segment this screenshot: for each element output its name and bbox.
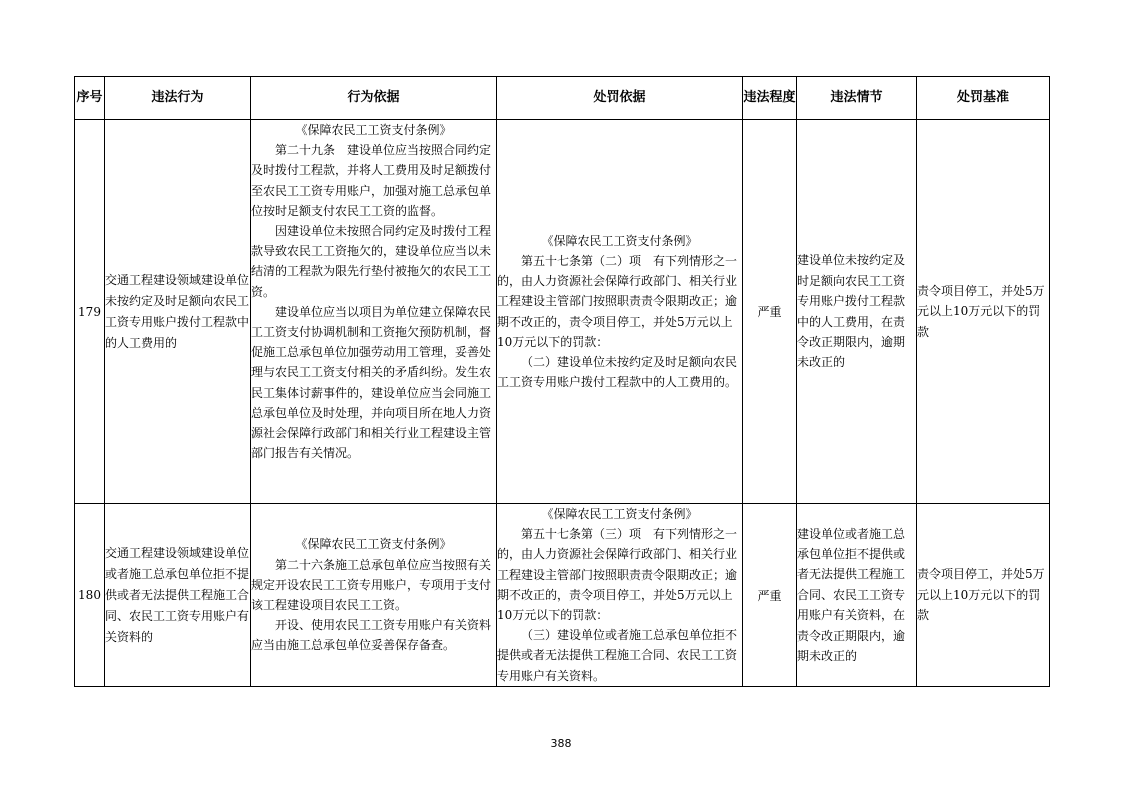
behavior-basis-paragraph: 第二十六条施工总承包单位应当按照有关规定开设农民工工资专用账户，专项用于支付该工程建设项目农民工工资。 — [251, 557, 492, 612]
penalty-basis-paragraph: （三）建设单位或者施工总承包单位拒不提供或者无法提供工程施工合同、农民工工资专用账户有关资料。 — [497, 628, 738, 683]
behavior-basis-paragraph: 开设、使用农民工工资专用账户有关资料应当由施工总承包单位妥善保存备查。 — [251, 618, 492, 653]
row-seq: 179 — [75, 120, 105, 504]
penalty-basis-paragraph: 第五十七条第（三）项 有下列情形之一的，由人力资源社会保障行政部门、相关行业工程建设主管部门按照职责责令限期改正；逾期不改正的，责令项目停工，并处5万元以上10万元以下的罚款： — [497, 527, 738, 623]
row-penalty-basis — [497, 120, 743, 504]
penalty-basis-title: 《保障农民工工资支付条例》 — [541, 507, 698, 521]
row-circumstance: 建设单位未按约定及时足额向农民工工资专用账户拨付工程款中的人工费用，在责令改正期限内，逾期未改正的 — [797, 120, 917, 504]
page-number: 388 — [550, 737, 572, 750]
behavior-basis-paragraph: 第二十九条 建设单位应当按照合同约定及时拨付工程款，并将人工费用及时足额拨付至农民工工资专用账户，加强对施工总承包单位按时足额支付农民工工资的监督。 — [251, 143, 492, 218]
behavior-basis-paragraph: 因建设单位未按照合同约定及时拨付工程款导致农民工工资拖欠的，建设单位应当以未结清的工程款为限先行垫付被拖欠的农民工工资。 — [251, 224, 492, 299]
behavior-basis-title: 《保障农民工工资支付条例》 — [295, 123, 452, 137]
row-degree: 严重 — [743, 504, 797, 687]
penalty-basis-title: 《保障农民工工资支付条例》 — [541, 233, 698, 248]
penalty-basis-paragraph: 第五十七条第（二）项 有下列情形之一的，由人力资源社会保障行政部门、相关行业工程建设主管部门按照职责责令限期改正；逾期不改正的，责令项目停工，并处5万元以上10万元以下的罚款： — [497, 253, 738, 349]
header-standard: 处罚基准 — [917, 77, 1050, 120]
header-behavior-basis: 行为依据 — [251, 77, 497, 120]
header-degree: 违法程度 — [743, 77, 797, 120]
row-violation: 交通工程建设领域建设单位未按约定及时足额向农民工工资专用账户拨付工程款中的人工费用的 — [105, 120, 251, 504]
header-violation: 违法行为 — [105, 77, 251, 120]
penalty-basis-paragraph: （二）建设单位未按约定及时足额向农民工工资专用账户拨付工程款中的人工费用的。 — [497, 354, 738, 390]
behavior-basis-paragraph: 建设单位应当以项目为单位建立保障农民工工资支付协调机制和工资拖欠预防机制，督促施工总承包单位加强劳动用工管理，妥善处理与农民工工资支付相关的矛盾纠纷。发生农民工集体讨薪事件的，建设单位应当会同施工总承包单位及时处理，并向项目所在地人力资源社会保障行政部门和相关行业工程建设主管部门报告有关情况。 — [251, 304, 492, 461]
header-seq: 序号 — [75, 77, 105, 120]
header-penalty-basis: 处罚依据 — [497, 77, 743, 120]
row-standard: 责令项目停工，并处5万元以上10万元以下的罚款 — [917, 504, 1050, 687]
row-degree: 严重 — [743, 120, 797, 504]
row-behavior-basis — [251, 120, 497, 504]
row-penalty-basis — [497, 504, 743, 687]
row-standard: 责令项目停工，并处5万元以上10万元以下的罚款 — [917, 120, 1050, 504]
header-circumstance: 违法情节 — [797, 77, 917, 120]
header-row — [75, 77, 1050, 120]
regulation-table — [74, 76, 1050, 687]
row-seq: 180 — [75, 504, 105, 687]
row-violation: 交通工程建设领域建设单位或者施工总承包单位拒不提供或者无法提供工程施工合同、农民工工资专用账户有关资料的 — [105, 504, 251, 687]
row-behavior-basis — [251, 504, 497, 687]
table-row — [75, 504, 1050, 687]
table-row — [75, 120, 1050, 504]
row-circumstance: 建设单位或者施工总承包单位拒不提供或者无法提供工程施工合同、农民工工资专用账户有关资料，在责令改正期限内，逾期未改正的 — [797, 504, 917, 687]
behavior-basis-title: 《保障农民工工资支付条例》 — [295, 537, 452, 552]
